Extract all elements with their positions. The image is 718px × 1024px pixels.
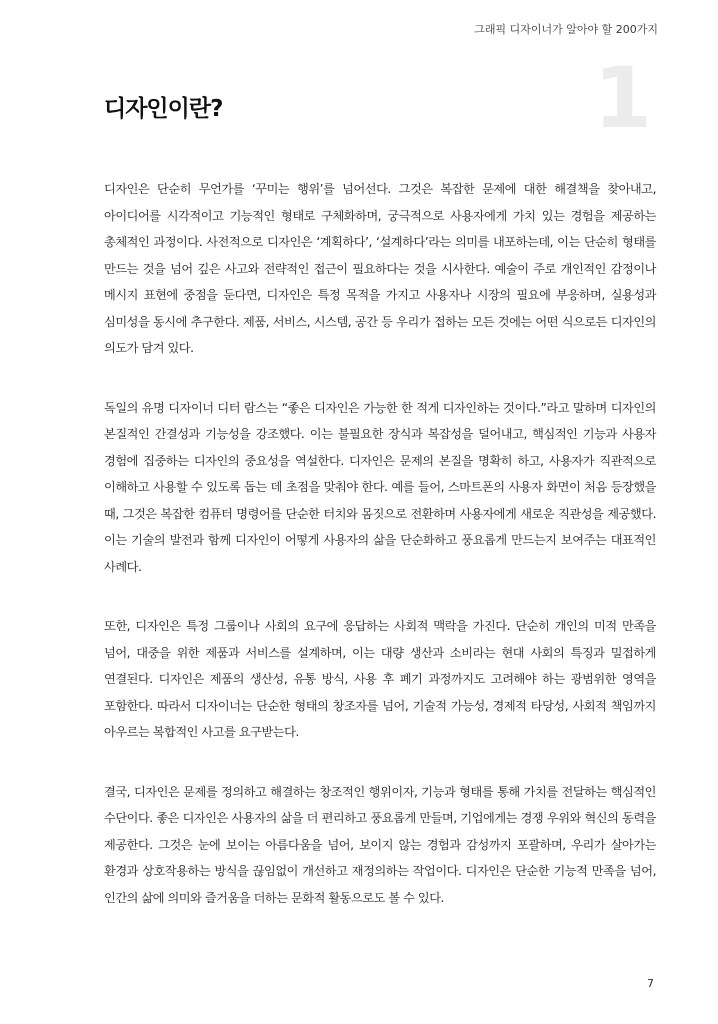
chapter-number: 1: [593, 49, 652, 147]
running-header: 그래픽 디자이너가 알아야 할 200가지: [474, 23, 658, 36]
paragraph-3: 또한, 디자인은 특정 그룹이나 사회의 요구에 응답하는 사회적 맥락을 가진다. 단순히 개인의 미적 만족을 넘어, 대중을 위한 제품과 서비스를 설계하며, 이는 대량 생산과 소비라는 현대 사회의 특징과 밀접하게 연결된다. 디자인은 제품의 생산성, 유통 방식, 사용 후 폐기 과정까지도 고려해야 하는 광범위한 영역을 포함한다. 따라서 디자이너는 단순한 형태의 창조자를 넘어, 기술적 가능성, 경제적 타당성, 사회적 책임까지 아우르는 복합적인 사고를 요구받는다.: [104, 619, 656, 739]
paragraph-4: 결국, 디자인은 문제를 정의하고 해결하는 창조적인 행위이자, 기능과 형태를 통해 가치를 전달하는 핵심적인 수단이다. 좋은 디자인은 사용자의 삶을 더 편리하고 풍요롭게 만들며, 기업에게는 경쟁 우위와 혁신의 동력을 제공한다. 그것은 눈에 보이는 아름다움을 넘어, 보이지 않는 경험과 감성까지 포괄하며, 우리가 살아가는 환경과 상호작용하는 방식을 끊임없이 개선하고 재정의하는 작업이다. 디자인은 단순한 기능적 만족을 넘어, 인간의 삶에 의미와 즐거움을 더하는 문화적 활동으로도 볼 수 있다.: [104, 784, 656, 905]
body-text: [104, 176, 656, 944]
page-title: 디자인이란?: [104, 96, 223, 122]
page-number: 7: [647, 977, 654, 990]
paragraph-1: 디자인은 단순히 무언가를 ‘꾸미는 행위’를 넘어선다. 그것은 복잡한 문제에 대한 해결책을 찾아내고, 아이디어를 시각적이고 기능적인 형태로 구체화하며, 궁극적으로 사용자에게 가치 있는 경험을 제공하는 총체적인 과정이다. 사전적으로 디자인은 ‘계획하다’, ‘설계하다’라는 의미를 내포하는데, 이는 단순히 형태를 만드는 것을 넘어 깊은 사고와 전략적인 접근이 필요하다는 것을 시사한다. 예술이 주로 개인적인 감정이나 메시지 표현에 중점을 둔다면, 디자인은 특정 목적을 가지고 사용자나 시장의 필요에 부응하며, 실용성과 심미성을 동시에 추구한다. 제품, 서비스, 시스템, 공간 등 우리가 접하는 모든 것에는 어떤 식으로든 디자인의 의도가 담겨 있다.: [104, 182, 656, 355]
paragraph-2: 독일의 유명 디자이너 디터 람스는 “좋은 디자인은 가능한 한 적게 디자인하는 것이다.”라고 말하며 디자인의 본질적인 간결성과 기능성을 강조했다. 이는 불필요한 장식과 복잡성을 덜어내고, 핵심적인 기능과 사용자 경험에 집중하는 디자인의 중요성을 역설한다. 디자인은 문제의 본질을 명확히 하고, 사용자가 직관적으로 이해하고 사용할 수 있도록 돕는 데 초점을 맞춰야 한다. 예를 들어, 스마트폰의 사용자 화면이 처음 등장했을 때, 그것은 복잡한 컴퓨터 명령어를 단순한 터치와 몸짓으로 전환하며 사용자에게 새로운 직관성을 제공했다. 이는 기술의 발전과 함께 디자인이 어떻게 사용자의 삶을 단순화하고 풍요롭게 만드는지 보여주는 대표적인 사례다.: [104, 400, 656, 574]
